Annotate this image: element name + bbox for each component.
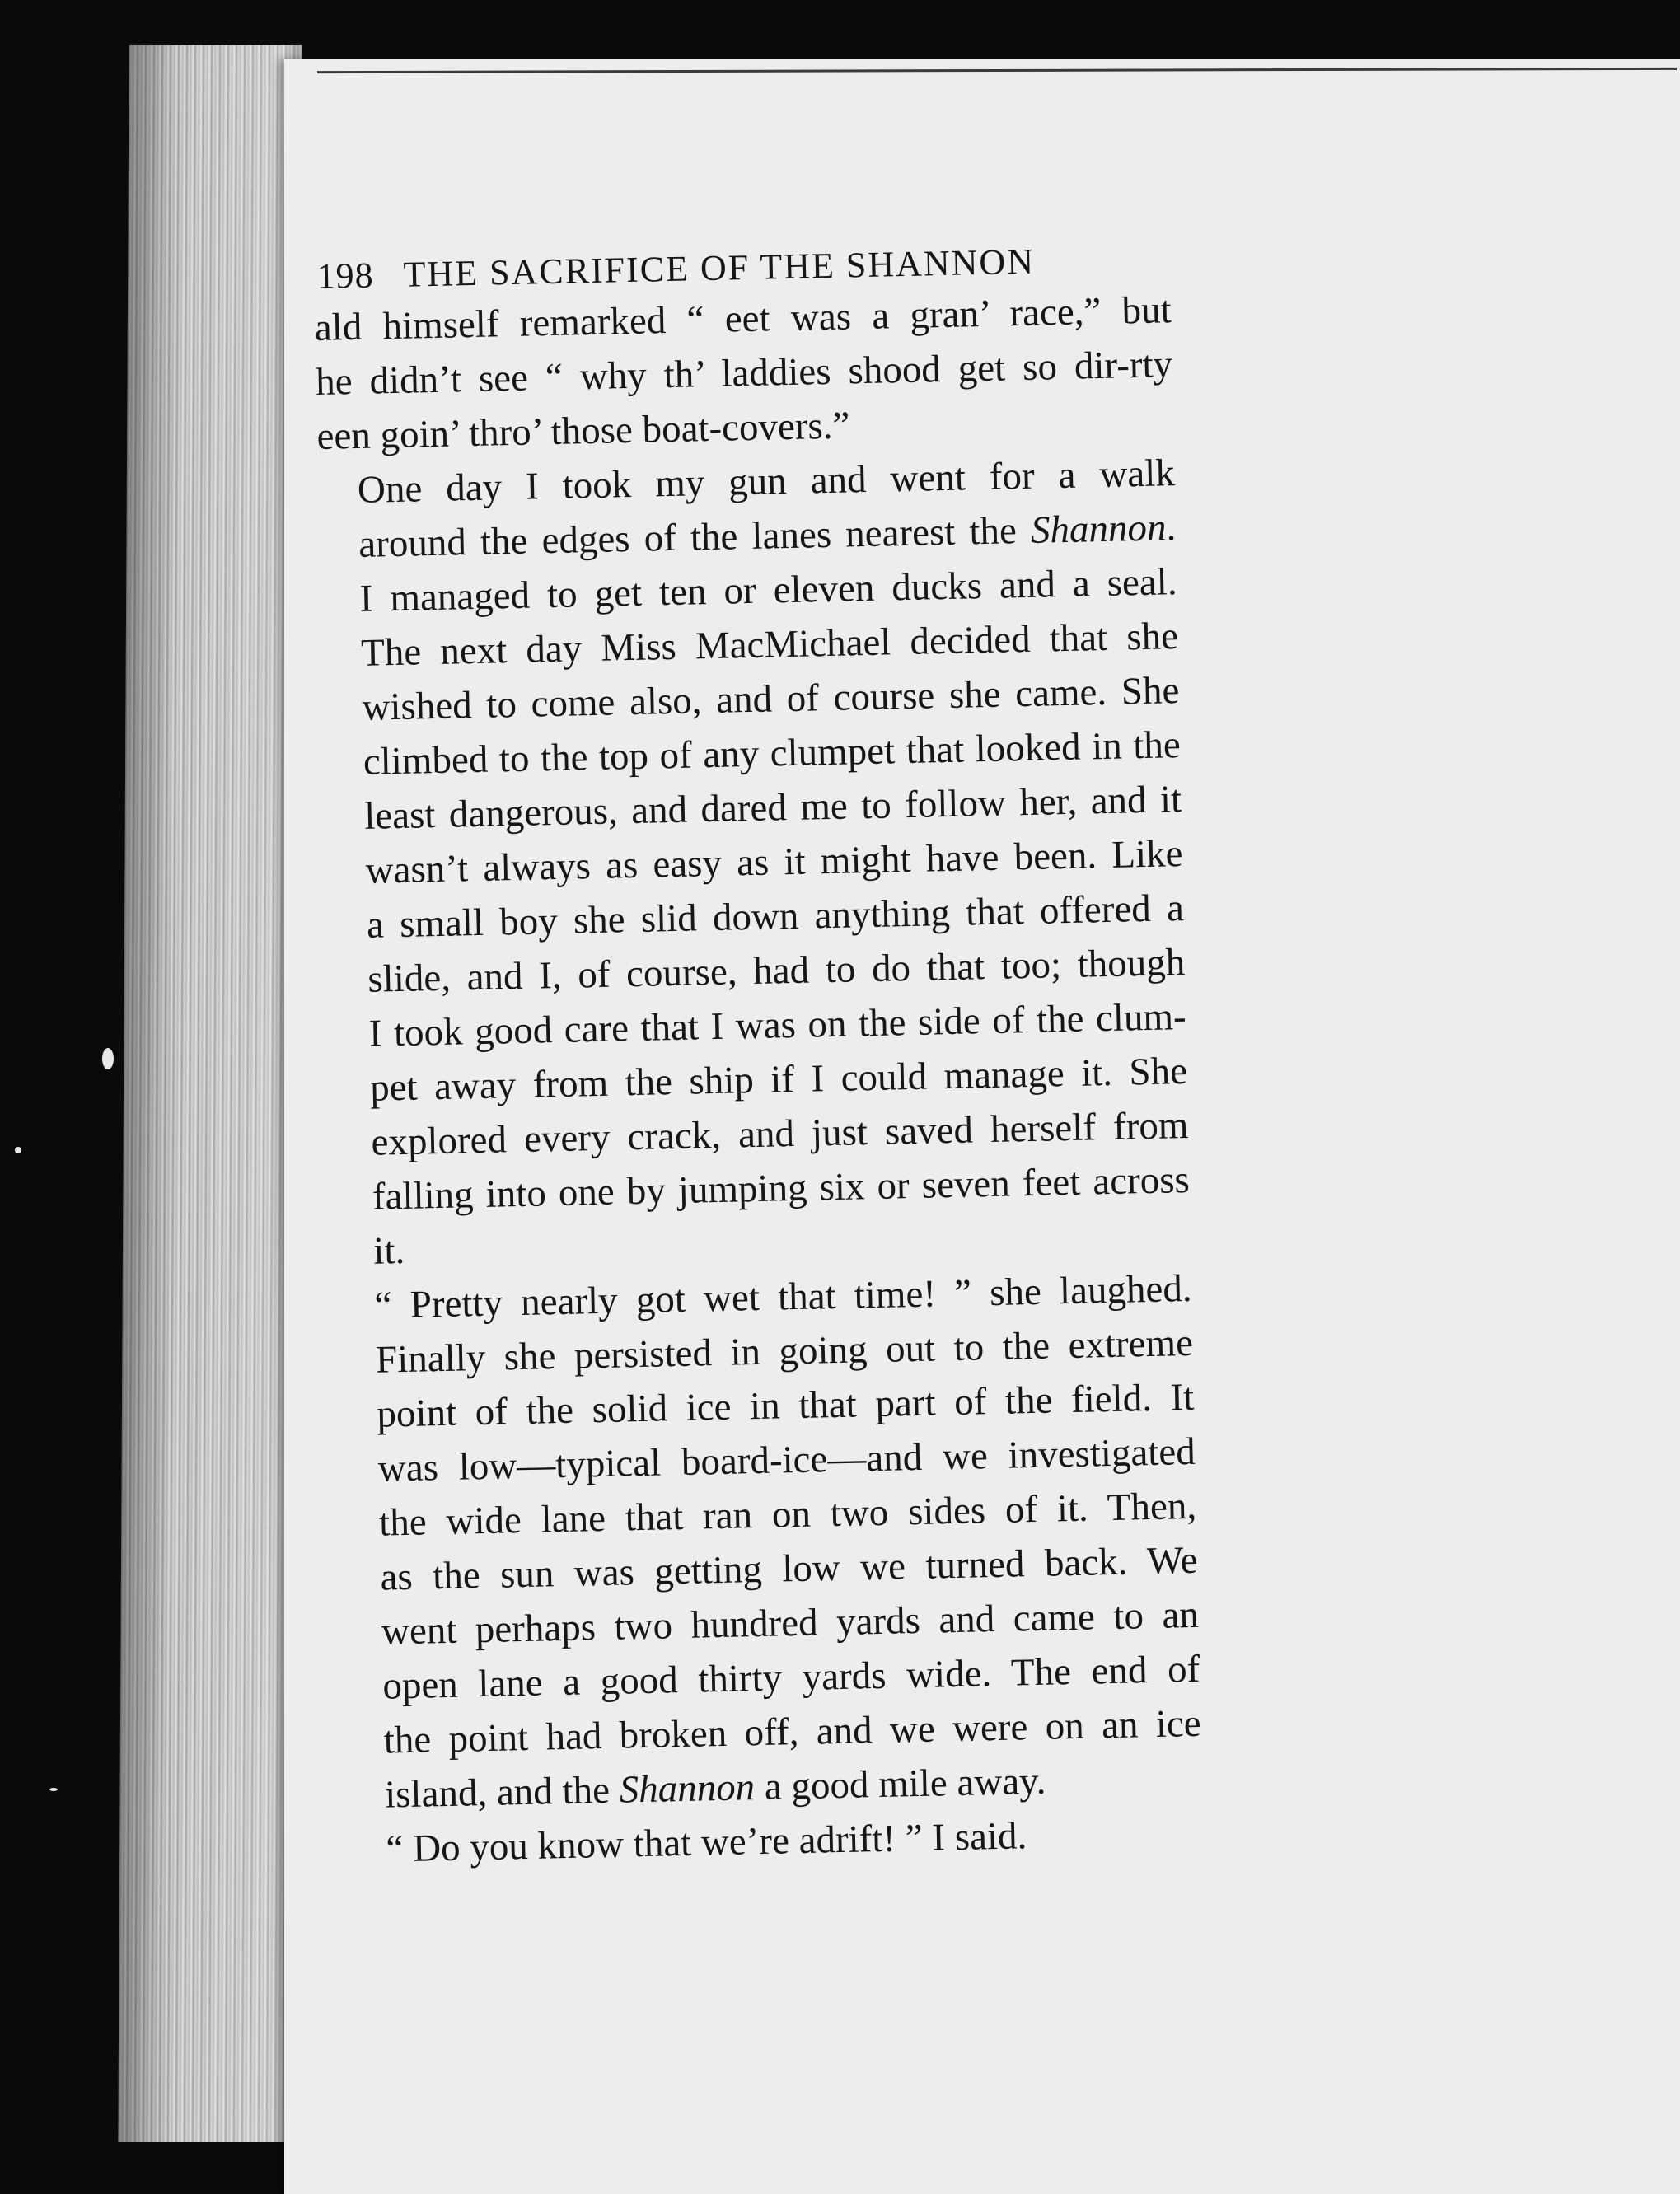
text-line: The next day Miss MacMichael decided that she: [360, 615, 1179, 675]
scan-speck: [102, 1048, 114, 1069]
text-line: around the edges of the lanes nearest the Shannon.: [358, 506, 1177, 566]
paragraph: [314, 283, 1174, 464]
text-line: Finally she persisted in going out to the extreme: [375, 1321, 1194, 1382]
running-head-title: THE SACRIFICE OF THE SHANNON: [402, 241, 1036, 295]
text-line: “ Pretty nearly got wet that time! ” she laughed.: [374, 1266, 1193, 1327]
text-line: I took good care that I was on the side of the clum-: [368, 995, 1187, 1055]
text-line: was low—typical board-ice—and we investigated: [377, 1429, 1196, 1490]
text-line: open lane a good thirty yards wide. The end of: [381, 1647, 1200, 1708]
text-line: pet away from the ship if I could manage it. She: [369, 1050, 1188, 1110]
text-line: ald himself remarked “ eet was a gran’ race,” but: [314, 288, 1172, 349]
text-line: least dangerous, and dared me to follow her, and it: [363, 778, 1182, 838]
text-line: wished to come also, and of course she came. She: [361, 669, 1180, 729]
text-line: the wide lane that ran on two sides of it. Then,: [378, 1484, 1197, 1545]
text-line: explored every crack, and just saved herself from: [371, 1103, 1189, 1164]
book-page-edges: [118, 45, 302, 2142]
page-text-block: [313, 237, 1204, 1877]
text-line: as the sun was getting low we turned back. We: [380, 1538, 1198, 1599]
page-number: 198: [316, 255, 375, 297]
text-line: he didn’t see “ why th’ laddies shood get so dir-rty: [315, 343, 1173, 404]
text-line: een goin’ thro’ those boat-covers.”: [316, 404, 850, 458]
paragraph: [335, 1261, 1203, 1823]
text-line: point of the solid ice in that part of the field. It: [376, 1375, 1195, 1436]
text-line: wasn’t always as easy as it might have been. Like: [365, 832, 1183, 892]
paragraph: [317, 446, 1191, 1279]
scan-speck: [15, 1147, 21, 1153]
text-line: One day I took my gun and went for a walk: [357, 451, 1176, 512]
body-text: [314, 283, 1204, 1877]
text-line: “ Do you know that we’re adrift! ” I said.: [385, 1814, 1027, 1871]
top-edge-line: [317, 68, 1677, 73]
text-line: it.: [372, 1228, 405, 1273]
scan-speck: [49, 1788, 58, 1791]
text-line: climbed to the top of any clumpet that looked in the: [363, 723, 1182, 784]
text-line: a small boy she slid down anything that offered a: [366, 886, 1185, 947]
text-line: island, and the Shannon a good mile away.: [384, 1759, 1046, 1817]
ship-name: Shannon: [1030, 506, 1167, 552]
text-line: falling into one by jumping six or seven feet across: [372, 1158, 1191, 1219]
text-line: I managed to get ten or eleven ducks and a seal.: [359, 560, 1178, 620]
text-line: slide, and I, of course, had to do that too; though: [367, 941, 1186, 1001]
ship-name: Shannon: [619, 1766, 756, 1812]
text-line: the point had broken off, and we were on an ice: [383, 1701, 1202, 1762]
text-line: went perhaps two hundred yards and came to an: [381, 1593, 1200, 1654]
